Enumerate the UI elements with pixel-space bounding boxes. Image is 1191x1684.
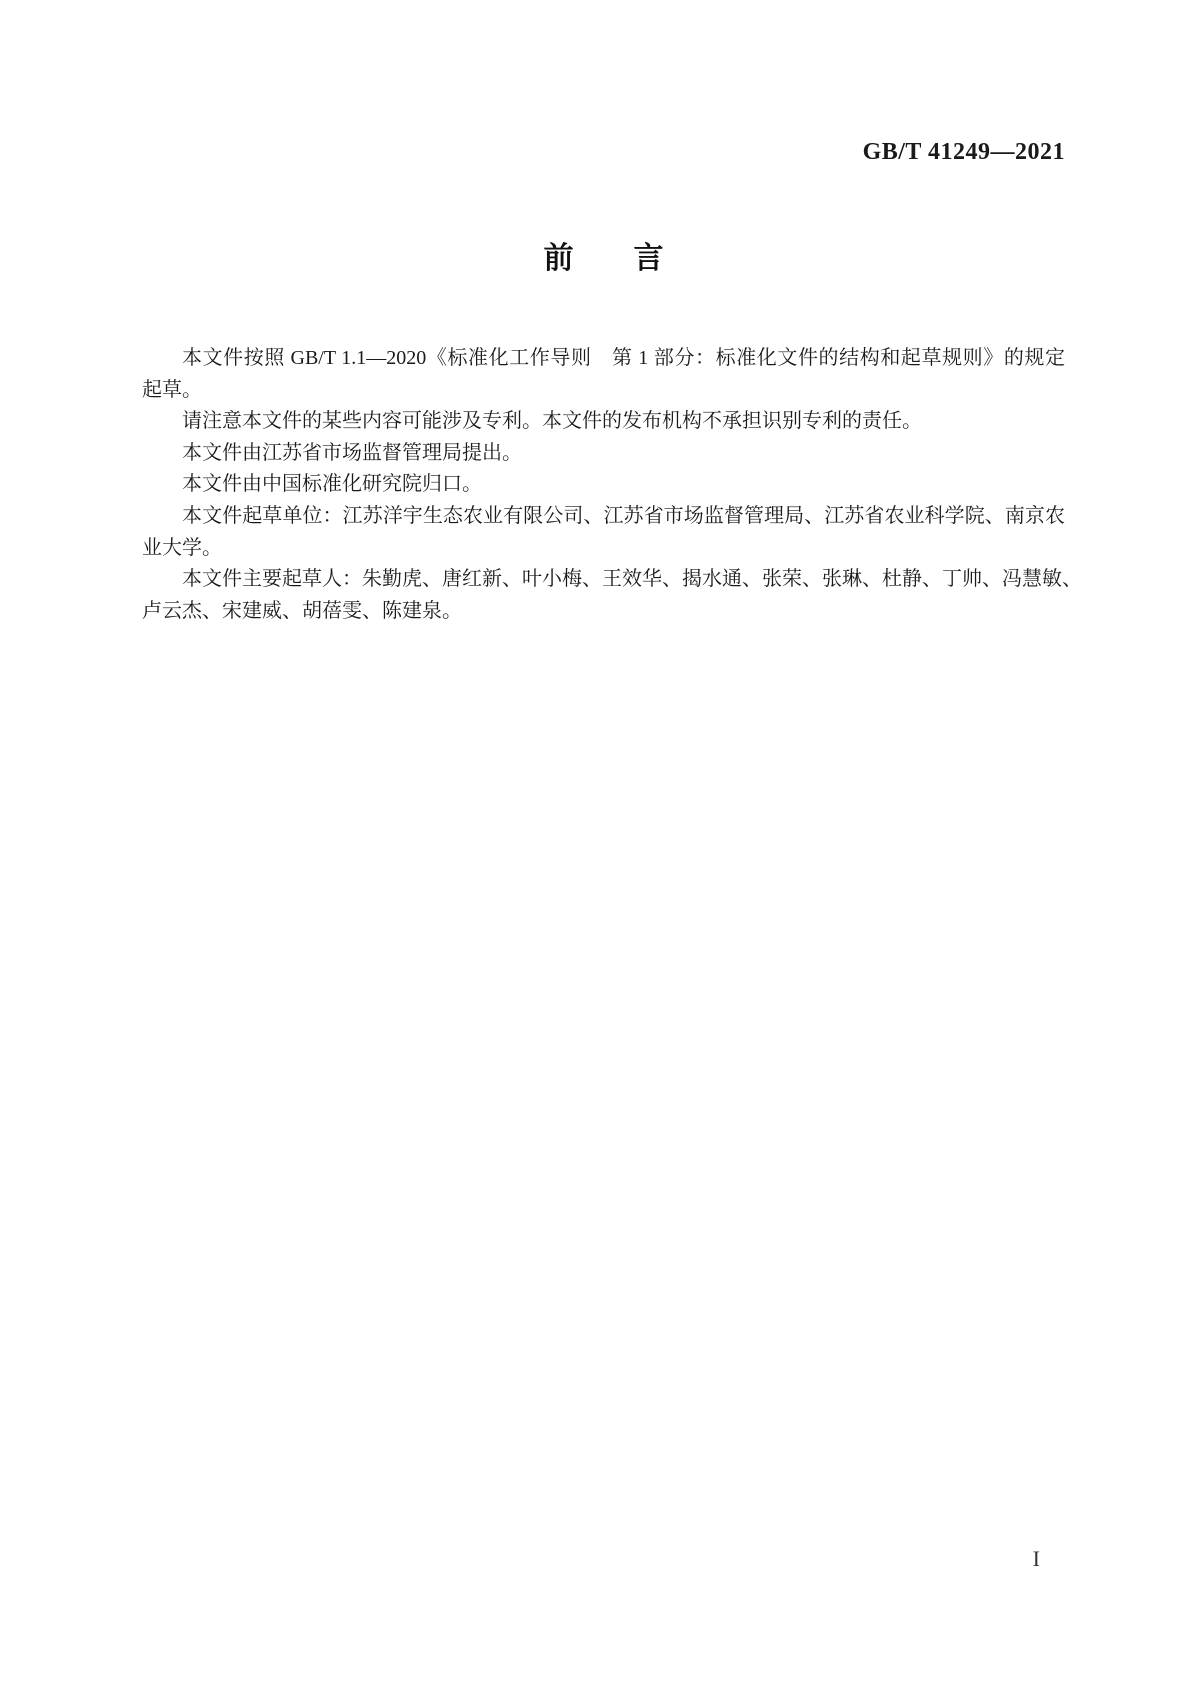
paragraph-line: 本文件按照 GB/T 1.1—2020《标准化工作导则 第 1 部分：标准化文件的结构和起草规则》的规定 xyxy=(182,347,1065,369)
paragraph-line: 请注意本文件的某些内容可能涉及专利。本文件的发布机构不承担识别专利的责任。 xyxy=(182,410,922,433)
standard-code: GB/T 41249—2021 xyxy=(862,139,1065,165)
paragraph-line: 业大学。 xyxy=(142,536,222,559)
paragraph xyxy=(142,406,1065,438)
page-number: I xyxy=(1032,1546,1040,1571)
paragraph-line: 起草。 xyxy=(142,378,202,401)
paragraph xyxy=(142,564,1082,627)
paragraph-line: 卢云杰、宋建威、胡蓓雯、陈建泉。 xyxy=(142,599,462,622)
paragraph-line: 本文件主要起草人：朱勤虎、唐红新、叶小梅、王效华、揭水通、张荣、张琳、杜静、丁帅、冯慧敏、 xyxy=(182,568,1082,591)
paragraph-line: 本文件起草单位：江苏洋宇生态农业有限公司、江苏省市场监督管理局、江苏省农业科学院、南京农 xyxy=(182,504,1065,527)
paragraph-line: 本文件由中国标准化研究院归口。 xyxy=(182,473,482,496)
paragraph xyxy=(142,343,1065,406)
paragraph xyxy=(142,438,1065,470)
foreword-body xyxy=(142,343,1082,627)
paragraph-line: 本文件由江苏省市场监督管理局提出。 xyxy=(182,441,522,464)
paragraph xyxy=(142,501,1065,564)
page-title: 前 言 xyxy=(543,242,664,275)
paragraph xyxy=(142,469,1065,501)
